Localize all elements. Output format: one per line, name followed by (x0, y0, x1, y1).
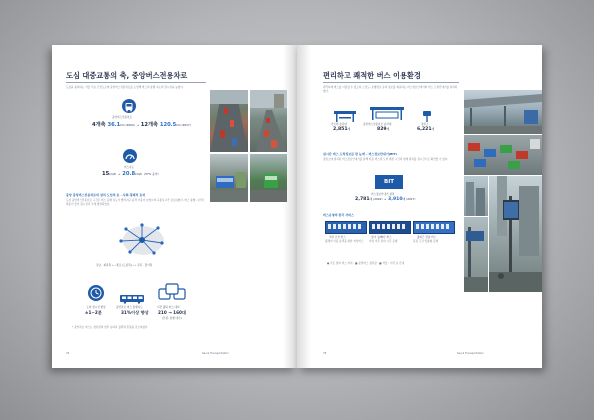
bit-section-body: 정류소에 설치된 버스정보안내기를 통해 다음 버스의 도착 예정 시간과 현재 위치를 실시간으로 확인할 수 있다. (323, 158, 449, 161)
roadside-stop-icon (333, 107, 357, 119)
bus-stop-sign-icon (421, 107, 433, 119)
bus-type-2-label: 심야 '올빼미' 버스 (371, 236, 392, 239)
left-page-title: 도심 대중교통의 축, 중앙버스전용차로 (66, 71, 188, 80)
bus-type-3-desc: 혼잡 구간 맞춤형 운행 (413, 240, 439, 243)
stop-stat-2-value: 829개 (377, 127, 390, 132)
median-stop-icon (369, 105, 405, 119)
left-footer: Seoul Transportation (202, 352, 229, 355)
bit-display-icon: BIT (375, 175, 403, 189)
bus-shelter-photo (464, 217, 488, 292)
right-legend: ● 국토 방과 버스 자차 · ■ 중앙버스 정류장 · ■ 서울 : 이전 등 안내 (327, 262, 405, 265)
bus-service-head: 버스운영의 한국 서비스 (323, 213, 355, 217)
bus-type-1-label: 저상 간선 버스 (329, 236, 346, 239)
stop-stat-1-value: 2,851개 (333, 127, 351, 132)
gutter-shadow (297, 45, 311, 368)
median-bus-stop-photo (464, 135, 542, 175)
bottom-stat-2-value: 31%이상 향상 (121, 310, 149, 315)
traffic-photo-2 (250, 90, 287, 152)
low-floor-bus-graphic (325, 221, 367, 234)
bottom-stat-2-label: 중앙차로 버스 통행속도 (116, 306, 143, 309)
bus-lane-icon (122, 99, 136, 113)
commuter-bus-graphic (413, 221, 455, 234)
right-footer: Seoul Transportation (457, 352, 484, 355)
bus-lane-photo-1 (210, 154, 248, 202)
left-page (52, 45, 297, 368)
stat2-values: 15km/h → 20.8km/h (37% 증가) (102, 171, 159, 177)
bus-type-1-desc: 휠체어 이용 승객을 위한 저상버스 (325, 240, 364, 243)
right-page (297, 45, 542, 368)
map-caption: 강남 · 외곽축 ⟷ 종로 (도심축) ⟷ 강북 · 경기축 (96, 264, 153, 267)
bus-stop-photo (464, 90, 542, 134)
stat1-label: 중앙버스전용차로 (112, 116, 133, 119)
right-intro: 편리하게 버스를 이용할 수 있도록 노선도, 운행정보 등의 정보를 제공하는 버스정보안내기와 버스 도착안내기를 설치하였다. (323, 86, 458, 93)
bus-type-2-desc: 자정 이후 심야 시간 운행 (369, 240, 398, 243)
right-page-title: 편리하고 쾌적한 버스 이용환경 (323, 71, 421, 80)
bit-section-head: 실시간 버스 도착정보를 한 눈에 – 버스정보안내기(BIT) (323, 152, 397, 156)
stat1-values: 4개축 36.1km (2004) → 12개축 120.5km (2017) (92, 122, 191, 128)
night-bus-graphic (369, 221, 411, 234)
bottom-stat-1-label: 도착 정시성 향상 (86, 306, 106, 309)
stop-stat-3-label: 정류소 (421, 123, 429, 126)
left-page-number: 76 (66, 352, 70, 355)
bottom-stat-1-value: ±1~2분 (85, 310, 102, 315)
bit-count-label: 버스정보안내기 설치 (371, 193, 395, 196)
left-section-head: 중앙 중앙버스전용차로의 설치 도입의 효 · 사회·경제적 효과 (66, 193, 146, 197)
title-rule (323, 82, 459, 83)
speedometer-icon (123, 149, 137, 163)
left-footnote: * 중앙차로 버스는 정류장의 일부 승하차 불편과 혼잡을 감소하였다. (72, 326, 149, 329)
stop-stat-3-value: 6,221개 (417, 127, 435, 132)
bus-lane-photo-2 (250, 154, 287, 202)
bit-count-values: 2,781대 (2016) → 3,910대 (2017) (355, 197, 416, 202)
bit-sign-photo (489, 176, 542, 292)
bottom-stat-3-sub: (단위: 통행 대수) (162, 317, 182, 320)
traffic-photo-1 (210, 90, 248, 152)
stop-stat-2-label: 중앙버스전용차로 승차대 (363, 123, 392, 126)
bus-side-icon (119, 289, 145, 299)
left-section-body: 도심 중앙버스전용차로 구간은 버스 운행 속도가 빨라지고 승객 이용이 늘었으며 교통사고가 감소하였다. 버스 통행 시간의 변동이 줄어 정시성이 크게 향상되었다. (66, 199, 204, 206)
title-rule (66, 82, 206, 83)
left-intro: 도심을 통과하는 서울 주요 간선도로에 중앙버스전용차로를 도입해 버스의 통행 속도와 정시성을 높였다. (66, 86, 184, 89)
bus-type-3-label: 출퇴근 맞춤 버스 (417, 236, 437, 239)
bus-front-icons (158, 283, 186, 301)
corridor-map (112, 219, 172, 259)
bottom-stat-3-value: 210 → 160대 (158, 310, 186, 315)
stop-stat-1-label: 가로변 승차대 (331, 123, 347, 126)
right-page-number: 78 (323, 352, 327, 355)
stat2-label: 버스속도 (124, 166, 135, 169)
clock-icon (88, 285, 104, 301)
city-street-photo (464, 176, 488, 216)
bottom-stat-3-label: 이전 출퇴 버스 대비 (157, 306, 180, 309)
